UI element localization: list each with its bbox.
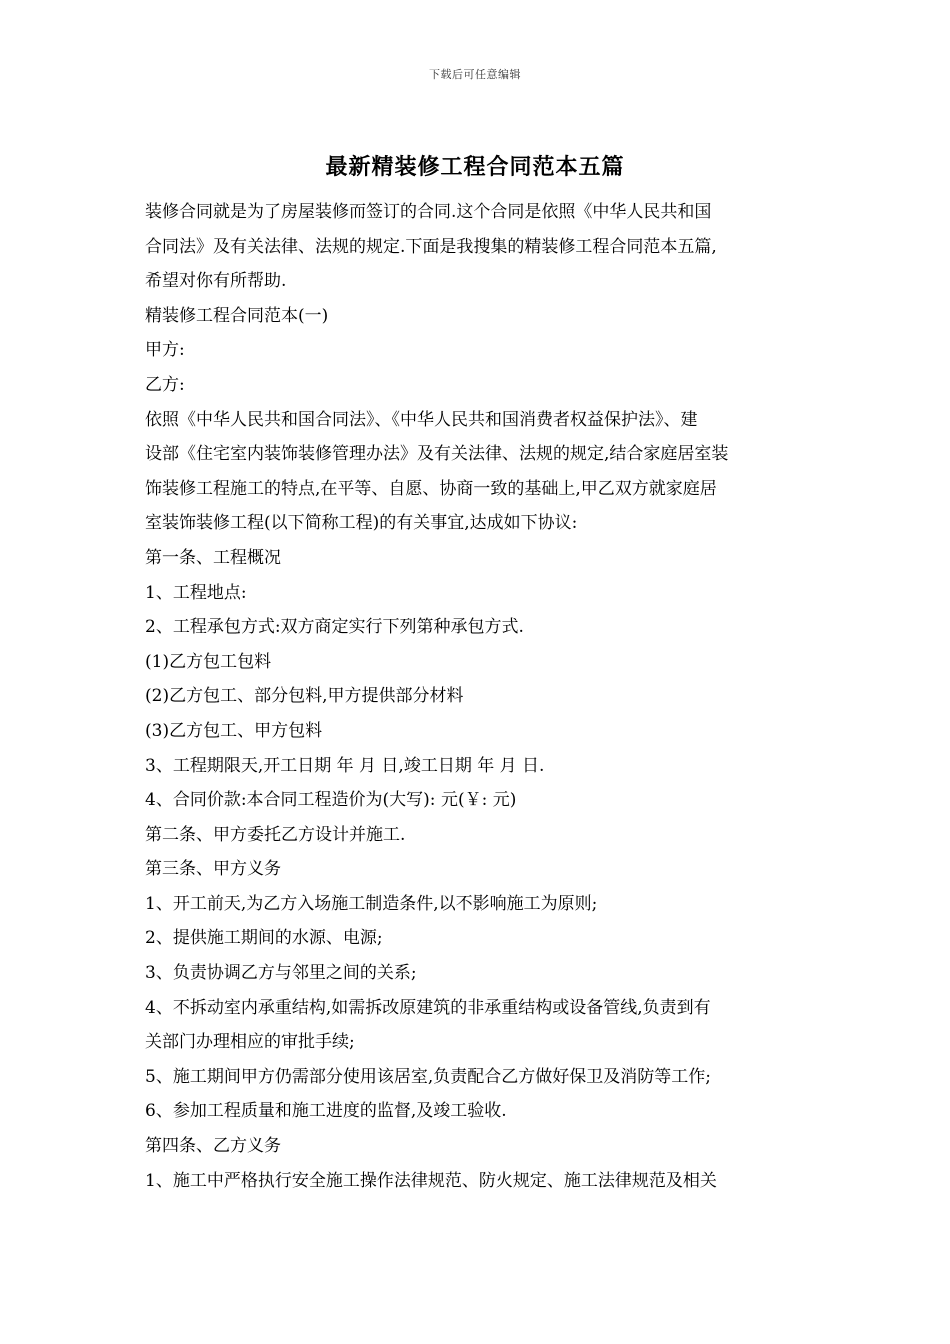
paragraph-line: 装修合同就是为了房屋装修而签订的合同.这个合同是依照《中华人民共和国 xyxy=(145,202,712,222)
clause-line: 4、合同价款:本合同工程造价为(大写): 元(￥: 元) xyxy=(145,790,517,811)
clause-line: 2、提供施工期间的水源、电源; xyxy=(145,928,383,949)
article-heading: 第四条、乙方义务 xyxy=(145,1136,281,1157)
clause-line: 1、工程地点: xyxy=(145,582,247,603)
clause-line: 1、开工前天,为乙方入场施工制造条件,以不影响施工为原则; xyxy=(145,893,598,914)
article-heading: 第一条、工程概况 xyxy=(145,547,281,568)
paragraph-line: 室装饰装修工程(以下简称工程)的有关事宜,达成如下协议: xyxy=(145,513,578,534)
clause-line: (1)乙方包工包料 xyxy=(145,651,272,672)
paragraph-line: 依照《中华人民共和国合同法》、《中华人民共和国消费者权益保护法》、建 xyxy=(145,409,698,430)
article-heading: 第二条、甲方委托乙方设计并施工. xyxy=(145,824,406,845)
page-header-note: 下载后可任意编辑 xyxy=(429,68,521,81)
clause-line: (2)乙方包工、部分包料,甲方提供部分材料 xyxy=(145,686,464,707)
paragraph-line: 合同法》及有关法律、法规的规定.下面是我搜集的精装修工程合同范本五篇, xyxy=(145,236,717,257)
paragraph-line: 饰装修工程施工的特点,在平等、自愿、协商一致的基础上,甲乙双方就家庭居 xyxy=(145,478,717,499)
clause-line: 关部门办理相应的审批手续; xyxy=(145,1032,355,1053)
article-heading: 第三条、甲方义务 xyxy=(145,859,281,880)
party-b-line: 乙方: xyxy=(145,374,185,395)
clause-line: 2、工程承包方式:双方商定实行下列第种承包方式. xyxy=(145,617,524,638)
clause-line: 1、施工中严格执行安全施工操作法律规范、防火规定、施工法律规范及相关 xyxy=(145,1170,717,1191)
clause-line: 3、工程期限天,开工日期 年 月 日,竣工日期 年 月 日. xyxy=(145,755,545,776)
paragraph-line: 设部《住宅室内装饰装修管理办法》及有关法律、法规的规定,结合家庭居室装 xyxy=(145,444,729,465)
clause-line: 6、参加工程质量和施工进度的监督,及竣工验收. xyxy=(145,1101,507,1122)
clause-line: 5、施工期间甲方仍需部分使用该居室,负责配合乙方做好保卫及消防等工作; xyxy=(145,1066,711,1087)
document-body xyxy=(145,195,805,1198)
clause-line: (3)乙方包工、甲方包料 xyxy=(145,720,323,741)
paragraph-line: 希望对你有所帮助. xyxy=(145,271,287,292)
party-a-line: 甲方: xyxy=(145,340,185,361)
clause-line: 4、不拆动室内承重结构,如需拆改原建筑的非承重结构或设备管线,负责到有 xyxy=(145,997,711,1018)
clause-line: 3、负责协调乙方与邻里之间的关系; xyxy=(145,963,417,984)
section-heading: 精装修工程合同范本(一) xyxy=(145,305,329,326)
document-title: 最新精装修工程合同范本五篇 xyxy=(325,154,625,180)
